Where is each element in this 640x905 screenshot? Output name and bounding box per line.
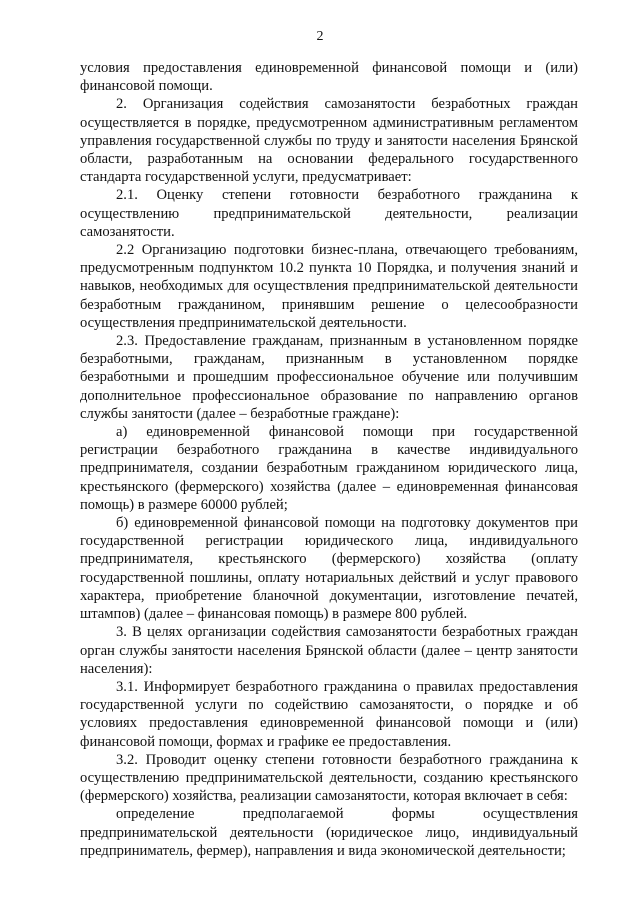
paragraph-section-2-3: 2.3. Предоставление гражданам, признанным в установленном порядке безработными, гражданам, признанным в установленном порядке безработными и прошедшим профессиональное обучение или получившим дополнительное профессиональное образование по направлению органов службы занятости (далее – безработные граждане): <box>80 333 578 422</box>
paragraph-section-2-1: 2.1. Оценку степени готовности безработного гражданина к осуществлению предпринимательской деятельности, реализации самозанятости. <box>80 187 578 240</box>
paragraph-item-b: б) единовременной финансовой помощи на подготовку документов при государственной регистрации юридического лица, индивидуального предпринимателя, крестьянского (фермерского) хозяйства (оплату государственной пошлины, оплату нотариальных действий и услуг правового характера, приобретение бланочной документации, изготовление печатей, штампов) (далее – финансовая помощь) в размере 800 рублей. <box>80 515 578 623</box>
document-body <box>80 59 578 860</box>
paragraph-section-3-1: 3.1. Информирует безработного гражданина о правилах предоставления государственной услуги по содействию самозанятости, о порядке и об условиях предоставления единовременной финансовой помощи и (или) финансовой помощи, формах и графике ее предоставления. <box>80 678 578 750</box>
page-number: 2 <box>316 29 324 44</box>
paragraph-continuation: условия предоставления единовременной финансовой помощи и (или) финансовой помощи. <box>80 60 578 95</box>
paragraph-section-2: 2. Организация содействия самозанятости безработных граждан осуществляется в порядке, предусмотренном административным регламентом управления государственной службы по труду и занятости населения Брянской области, разработанным на основании федерального государственного стандарта государственной услуги, предусматривает: <box>80 96 578 186</box>
paragraph-definition: определение предполагаемой формы осуществления предпринимательской деятельности (юридическое лицо, индивидуальный предприниматель, фермер), направления и вида экономической деятельности; <box>80 806 578 859</box>
paragraph-section-3-2: 3.2. Проводит оценку степени готовности безработного гражданина к осуществлению предпринимательской деятельности, созданию крестьянского (фермерского) хозяйства, реализации самозанятости, которая включает в себя: <box>80 751 578 805</box>
paragraph-section-2-2: 2.2 Организацию подготовки бизнес-плана, отвечающего требованиям, предусмотренным подпунктом 10.2 пункта 10 Порядка, и получения знаний и навыков, необходимых для осуществления предпринимательской деятельности безработным гражданином, принявшим решение о целесообразности осуществления предпринимательской деятельности. <box>80 242 578 331</box>
paragraph-item-a: а) единовременной финансовой помощи при государственной регистрации безработного гражданина в качестве индивидуального предпринимателя, создании безработным гражданином юридического лица, крестьянского (фермерского) хозяйства (далее – единовременная финансовая помощь) в размере 60000 рублей; <box>80 424 578 513</box>
paragraph-section-3: 3. В целях организации содействия самозанятости безработных граждан орган службы занятости населения Брянской области (далее – центр занятости населения): <box>80 624 578 677</box>
